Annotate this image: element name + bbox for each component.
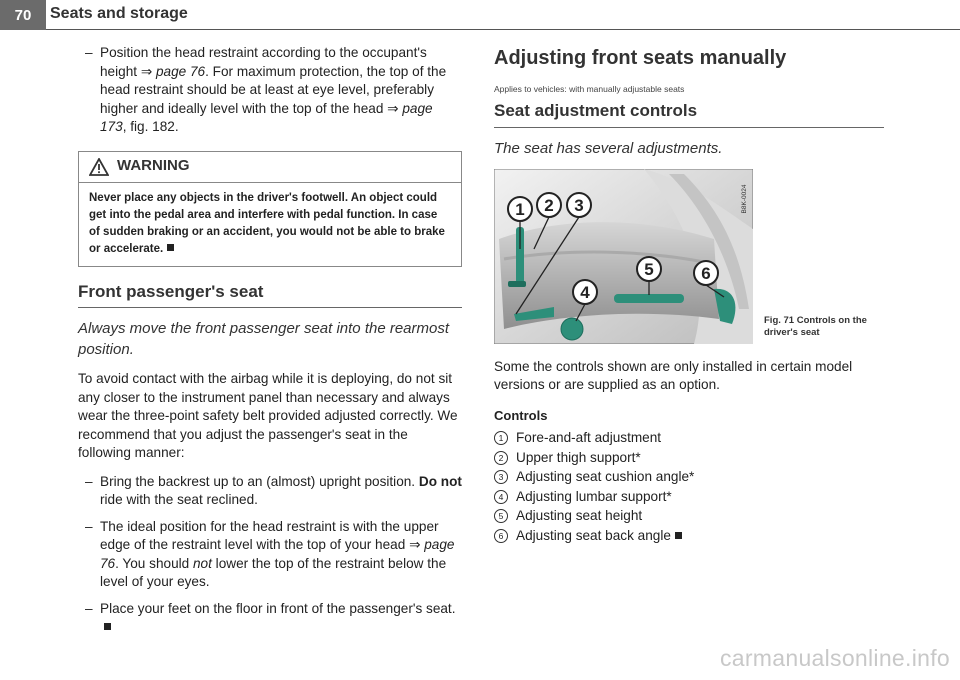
right-column: [494, 44, 884, 546]
control-label: Upper thigh support*: [516, 449, 641, 465]
figure-label-1: [508, 197, 532, 221]
warning-box: [78, 151, 462, 267]
warning-triangle-icon: [89, 158, 109, 176]
bullet-text: Bring the backrest up to an (almost) upright position.: [100, 473, 419, 489]
passenger-bullet-2: [78, 518, 462, 592]
intro-text-1: Position the head restraint according to the occupant's height ⇒: [100, 45, 427, 79]
control-item-3: [494, 468, 884, 487]
controls-note: Some the controls shown are only installed in certain model versions or are supplied as an option.: [494, 358, 853, 392]
control-item-5: [494, 507, 884, 526]
watermark: carmanualsonline.info: [719, 645, 950, 671]
end-mark: [104, 623, 111, 630]
bullet-text: ride with the seat reclined.: [100, 492, 258, 507]
controls-lead: The seat has several adjustments.: [494, 139, 723, 157]
control-item-2: [494, 449, 884, 468]
applies-note: Applies to vehicles: with manually adjustable seats: [494, 83, 685, 94]
warning-header: [79, 152, 461, 183]
end-mark: [167, 244, 174, 251]
svg-text:3: 3: [574, 195, 584, 215]
end-mark: [675, 532, 682, 539]
main-title: Adjusting front seats manually: [494, 47, 787, 69]
control-number: 5: [494, 509, 508, 523]
warning-body: [79, 183, 461, 266]
control-label: Adjusting seat cushion angle*: [516, 469, 695, 484]
warning-title: WARNING: [117, 157, 190, 175]
figure-label-2: [537, 193, 561, 217]
svg-text:1: 1: [515, 199, 525, 219]
intro-text-2: . For maximum protection, the top of the head restraint should be at least at eye level, preferably higher and ideally level with the top of the head ⇒: [100, 63, 447, 116]
figure-label-6: [694, 261, 718, 285]
passenger-paragraph: To avoid contact with the airbag while it is deploying, do not sit any closer to the instrument panel than necessary and always wear the three-point safety belt provided adjusted correctly. We recommend that you adjust the passenger's seat in the following manner:: [78, 371, 458, 460]
control-label: Fore-and-aft adjustment: [516, 430, 662, 445]
figure-label-4: [573, 280, 597, 304]
page-ref-link[interactable]: page 76: [155, 63, 206, 79]
bullet-bold: Do not: [418, 473, 462, 489]
left-column: [78, 44, 462, 645]
bullet-text: Place your feet on the floor in front of the passenger's seat.: [100, 600, 456, 616]
svg-text:4: 4: [580, 282, 590, 302]
control-number: 1: [494, 431, 508, 445]
control-item-4: [494, 488, 884, 507]
section-title: Seats and storage: [50, 5, 188, 22]
seat-controls-figure: [494, 169, 753, 344]
bullet-emphasis: not: [192, 555, 212, 571]
section-rule: [494, 127, 884, 128]
control-label: Adjusting seat back angle: [516, 527, 671, 543]
passenger-bullet-1: [78, 473, 462, 510]
bullet-text: The ideal position for the head restraint is with the upper edge of the restraint level with the top of your head ⇒: [100, 518, 439, 552]
control-number: 3: [494, 470, 508, 484]
svg-text:5: 5: [644, 259, 654, 279]
header-rule: [46, 29, 960, 30]
control-label: Adjusting lumbar support*: [516, 488, 672, 504]
figure-label-3: [567, 193, 591, 217]
passenger-lead: Always move the front passenger seat into the rearmost position.: [78, 320, 450, 358]
section-rule: [78, 307, 462, 308]
bullet-text: lower the top of the restraint below the level of your eyes.: [100, 555, 447, 589]
intro-bullet: [78, 44, 462, 137]
svg-text:2: 2: [544, 195, 554, 215]
controls-heading: Controls: [494, 407, 548, 423]
seat-controls-title: Seat adjustment controls: [494, 101, 698, 120]
control-number: 6: [494, 529, 508, 543]
figure: [494, 169, 884, 344]
control-number: 2: [494, 451, 508, 465]
intro-text-3: , fig. 182.: [122, 119, 179, 134]
figure-code: B8K-0024: [741, 184, 748, 213]
page-number: 70: [0, 0, 46, 30]
control-label: Adjusting seat height: [516, 508, 643, 523]
passenger-seat-title: Front passenger's seat: [78, 281, 264, 301]
page-ref-link[interactable]: page 76: [100, 537, 455, 571]
warning-text: Never place any objects in the driver's footwell. An object could get into the pedal area and interfere with pedal function. In case of sudden braking or an accident, you would not be able to brake or accelerate.: [89, 191, 445, 255]
figure-caption: Fig. 71 Controls on the driver's seat: [764, 314, 867, 338]
page-ref-link[interactable]: page 173: [100, 100, 433, 134]
svg-text:6: 6: [701, 263, 711, 283]
figure-label-5: [637, 257, 661, 281]
control-item-1: [494, 429, 884, 448]
bullet-text: . You should: [115, 555, 193, 571]
passenger-bullet-3: [78, 600, 462, 637]
control-number: 4: [494, 490, 508, 504]
control-item-6: [494, 527, 884, 546]
